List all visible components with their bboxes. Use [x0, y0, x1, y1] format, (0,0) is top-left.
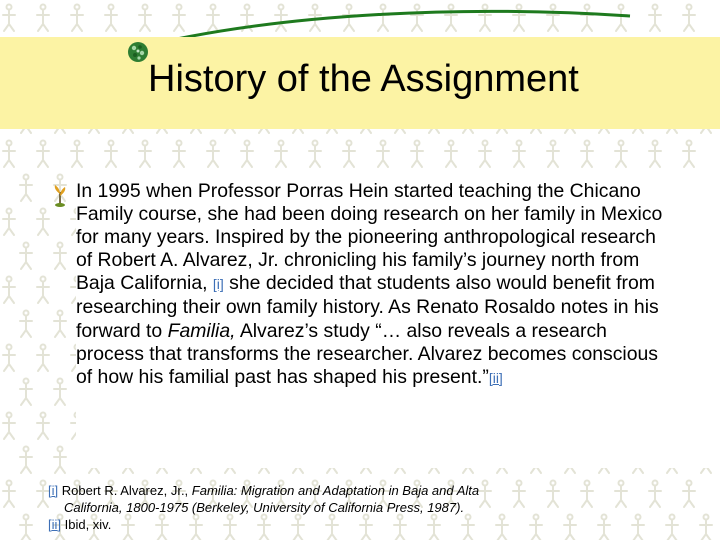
book-title-italic: Familia, — [167, 319, 236, 342]
body-text-part: Alvarez’s study “… also reveals a research process that transforms the researcher. Alvarez becomes conscious of how his familial past has shaped his present.” — [76, 319, 658, 388]
body-paragraph — [76, 180, 676, 390]
body-text-part: In 1995 when Professor Porras Hein started teaching the Chicano Family course, she had been doing research on her family in Mexico for many years. Inspired by the pioneering anthropological research of Robert A. Alvarez, Jr. chronicling his family’s journey north from Baja California, — [76, 180, 663, 295]
footnote-text: Ibid, xiv. — [61, 517, 112, 532]
body-text-part: she decided that students also would benefit from researching their own family history. As Renato Rosaldo notes in his forward to — [76, 272, 659, 342]
slide-title: History of the Assignment — [148, 58, 579, 100]
footnote-ref-2[interactable]: [ii] — [48, 517, 61, 532]
footnote-author: Robert R. Alvarez, Jr., — [58, 483, 192, 498]
footnote-2 — [48, 516, 688, 533]
sprout-bullet-icon — [52, 184, 68, 208]
footnote-publication: California, 1800-1975 (Berkeley, University of California Press, 1987). — [64, 500, 465, 515]
footnotes — [48, 482, 688, 533]
footnote-link-2[interactable]: [ii] — [488, 369, 503, 386]
green-ball-icon — [126, 40, 150, 64]
footnote-1 — [48, 482, 688, 499]
footnote-link-1[interactable]: [i] — [212, 276, 224, 293]
footnote-book-title: Familia: Migration and Adaptation in Baja and Alta — [191, 483, 480, 498]
footnote-1-continued — [48, 499, 688, 516]
footnote-ref-1[interactable]: [i] — [48, 483, 59, 498]
